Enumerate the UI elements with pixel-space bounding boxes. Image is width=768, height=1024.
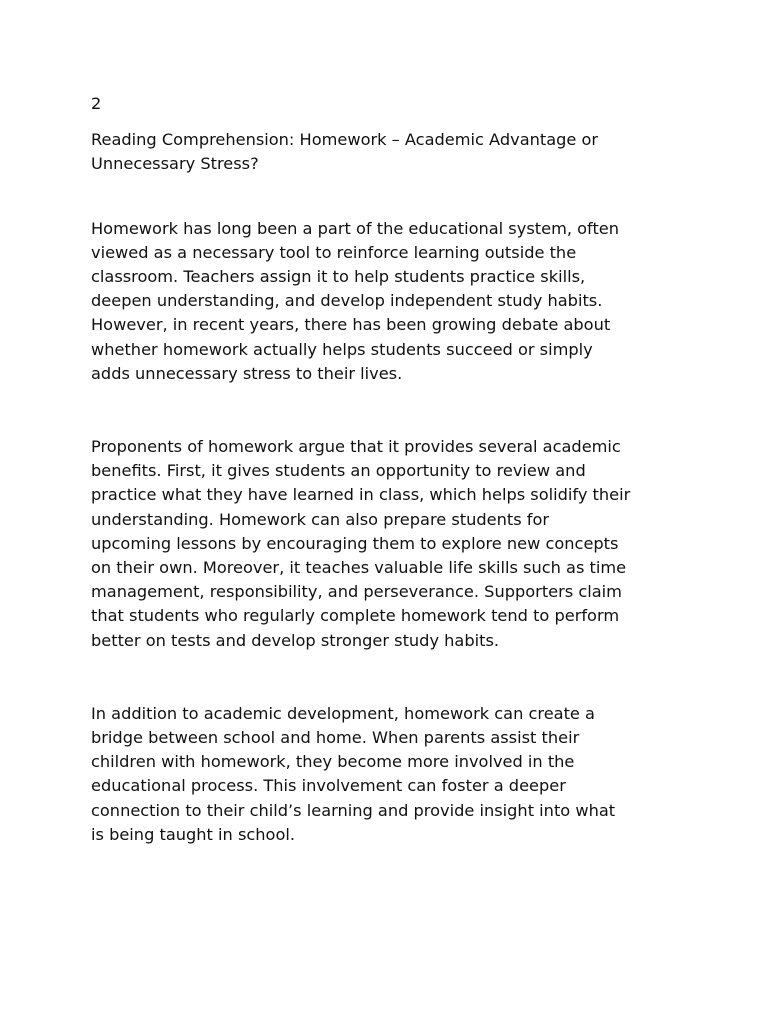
paragraph-line: However, in recent years, there has been growing debate about: [91, 315, 611, 335]
paragraph-line: on their own. Moreover, it teaches valuable life skills such as time: [91, 558, 627, 578]
document-body: [91, 92, 691, 847]
document-title: [91, 128, 691, 176]
paragraph-line: understanding. Homework can also prepare students for: [91, 509, 550, 529]
page-number: 2: [91, 94, 102, 113]
paragraph-line: whether homework actually helps students succeed or simply: [91, 339, 593, 359]
paragraph-line: Proponents of homework argue that it provides several academic: [91, 437, 621, 457]
paragraph-line: adds unnecessary stress to their lives.: [91, 363, 403, 383]
paragraph-line: practice what they have learned in class, which helps solidify their: [91, 485, 631, 505]
title-line: Unnecessary Stress?: [91, 154, 259, 174]
paragraph-line: benefits. First, it gives students an opportunity to review and: [91, 461, 586, 481]
paragraph-line: children with homework, they become more involved in the: [91, 752, 575, 772]
paragraph-line: is being taught in school.: [91, 824, 295, 844]
paragraph-line: viewed as a necessary tool to reinforce learning outside the: [91, 242, 577, 262]
paragraph-line: connection to their child’s learning and provide insight into what: [91, 800, 616, 820]
paragraph-line: In addition to academic development, homework can create a: [91, 703, 595, 723]
paragraph-line: better on tests and develop stronger study habits.: [91, 630, 500, 650]
paragraph-line: classroom. Teachers assign it to help students practice skills,: [91, 267, 586, 287]
paragraph-line: bridge between school and home. When parents assist their: [91, 728, 580, 748]
paragraph-intro: [91, 217, 691, 386]
paragraph-line: deepen understanding, and develop independent study habits.: [91, 291, 603, 311]
paragraph-line: Homework has long been a part of the educational system, often: [91, 218, 620, 238]
paragraph-line: that students who regularly complete homework tend to perform: [91, 606, 620, 626]
paragraph-home-connection: [91, 702, 691, 847]
paragraph-line: management, responsibility, and perseverance. Supporters claim: [91, 582, 622, 602]
paragraph-line: educational process. This involvement can foster a deeper: [91, 776, 566, 796]
paragraph-line: upcoming lessons by encouraging them to explore new concepts: [91, 533, 619, 553]
title-line: Reading Comprehension: Homework – Academic Advantage or: [91, 130, 599, 150]
paragraph-proponents: [91, 435, 691, 653]
